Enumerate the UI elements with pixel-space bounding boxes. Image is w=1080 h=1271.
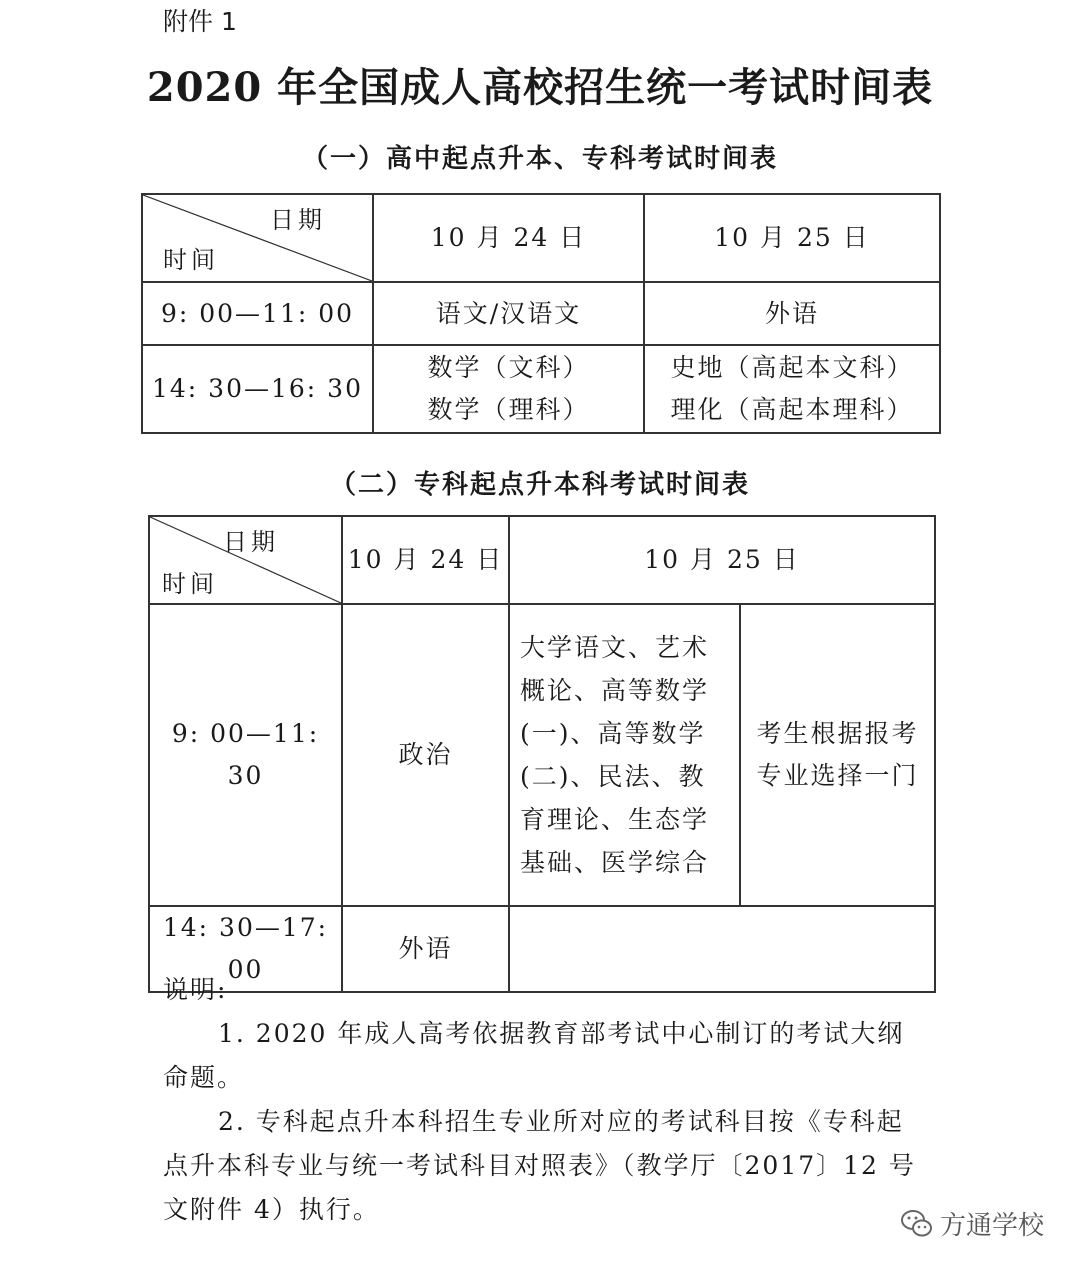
schedule-table-high-school [141, 193, 941, 434]
corner-time-label: 时间 [163, 246, 219, 274]
table2-date-header-2: 10 月 25 日 [509, 516, 935, 604]
note-item-1: 1. 2020 年成人高考依据教育部考试中心制订的考试大纲命题。 [163, 1019, 905, 1092]
section-title-2: （二）专科起点升本科考试时间表 [329, 470, 750, 500]
note-line: 考生根据报考 [756, 719, 919, 748]
subject-line: 育理论、生态学 [520, 805, 710, 834]
document-title: 2020 年全国成人高校招生统一考试时间表 [146, 64, 934, 111]
table1-time-cell: 14: 30—16: 30 [142, 345, 373, 433]
corner-date-label: 日期 [223, 528, 279, 556]
table1-subject-cell: 外语 [644, 282, 940, 345]
table1-subject-cell [373, 345, 644, 433]
subject-line: 大学语文、艺术 [520, 633, 710, 662]
corner-date-label: 日期 [270, 206, 326, 234]
table1-subject-cell [644, 345, 940, 433]
note-item-2: 2. 专科起点升本科招生专业所对应的考试科目按《专科起点升本科专业与统一考试科目对照表》（教学厅〔2017〕12 号文附件 4）执行。 [163, 1107, 916, 1224]
notes-section [163, 968, 923, 1232]
subject-line: 理化（高起本理科） [670, 395, 914, 424]
watermark [900, 1205, 1044, 1242]
table2-corner-cell [149, 516, 342, 604]
subject-line: (一)、高等数学 [520, 719, 706, 748]
schedule-table-junior-college [148, 515, 936, 993]
table1-corner-cell [142, 194, 373, 282]
table2-subject-cell: 政治 [342, 604, 509, 906]
attachment-label: 附件 1 [163, 7, 237, 36]
notes-heading: 说明: [163, 975, 228, 1004]
subject-line: 数学（理科） [427, 395, 590, 424]
subject-line: (二)、民法、教 [520, 762, 706, 791]
table2-note-cell [740, 604, 935, 906]
wechat-icon [900, 1207, 934, 1241]
table2-time-cell: 9: 00—11: 30 [149, 604, 342, 906]
table1-subject-cell: 语文/汉语文 [373, 282, 644, 345]
table1-date-header-2: 10 月 25 日 [644, 194, 940, 282]
watermark-text: 方通学校 [940, 1211, 1045, 1241]
corner-time-label: 时间 [162, 570, 218, 598]
table2-time-cell: 14: 30—17: 00 [149, 906, 342, 992]
table1-time-cell: 9: 00—11: 00 [142, 282, 373, 345]
subject-line: 概论、高等数学 [520, 676, 710, 705]
subject-line: 数学（文科） [427, 353, 590, 382]
table2-subject-cell: 外语 [342, 906, 509, 992]
table1-date-header-1: 10 月 24 日 [373, 194, 644, 282]
subject-line: 史地（高起本文科） [670, 353, 914, 382]
note-line: 专业选择一门 [756, 761, 919, 790]
table2-subject-list [509, 604, 740, 906]
section-title-1: （一）高中起点升本、专科考试时间表 [301, 144, 778, 174]
table2-date-header-1: 10 月 24 日 [342, 516, 509, 604]
subject-line: 基础、医学综合 [520, 848, 710, 877]
